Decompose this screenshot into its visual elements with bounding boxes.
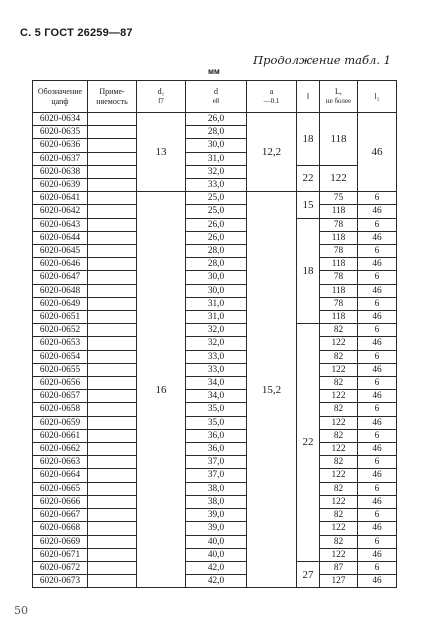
application-cell (88, 575, 137, 588)
L-cell: 75 (320, 192, 358, 205)
L-cell: 78 (320, 218, 358, 231)
d-cell: 28,0 (186, 258, 247, 271)
col-L-note: не более (325, 97, 352, 105)
d-cell: 42,0 (186, 575, 247, 588)
designation-cell: 6020-0652 (33, 324, 88, 337)
L-cell: 118 (320, 284, 358, 297)
table-row (33, 271, 397, 284)
L-cell: 118 (320, 258, 358, 271)
l2-cell: 46 (358, 575, 397, 588)
d-cell: 32,0 (186, 337, 247, 350)
l2-cell: 6 (358, 456, 397, 469)
l2-cell: 6 (358, 192, 397, 205)
d-cell: 40,0 (186, 548, 247, 561)
l-cell: 18 (297, 113, 320, 166)
L-cell: 122 (320, 495, 358, 508)
col-d1-symbol: d₁ (157, 86, 165, 96)
l2-cell: 6 (358, 377, 397, 390)
l2-cell: 46 (358, 416, 397, 429)
table-row (33, 548, 397, 561)
application-cell (88, 126, 137, 139)
d1-cell: 13 (137, 113, 186, 192)
application-cell (88, 561, 137, 574)
application-cell (88, 324, 137, 337)
designation-cell: 6020-0668 (33, 522, 88, 535)
d-cell: 38,0 (186, 482, 247, 495)
designation-cell: 6020-0669 (33, 535, 88, 548)
L-cell: 82 (320, 377, 358, 390)
L-cell: 122 (320, 416, 358, 429)
L-cell: 78 (320, 271, 358, 284)
designation-cell: 6020-0655 (33, 363, 88, 376)
col-application (88, 81, 137, 113)
col-l (297, 81, 320, 113)
designation-cell: 6020-0667 (33, 509, 88, 522)
col-d (186, 81, 247, 113)
designation-cell: 6020-0635 (33, 126, 88, 139)
l2-cell: 46 (358, 337, 397, 350)
L-cell: 122 (320, 363, 358, 376)
application-cell (88, 192, 137, 205)
designation-cell: 6020-0654 (33, 350, 88, 363)
l2-cell: 6 (358, 218, 397, 231)
application-cell (88, 509, 137, 522)
d-cell: 34,0 (186, 390, 247, 403)
table-row (33, 561, 397, 574)
unit-label: мм (208, 67, 220, 76)
designation-cell: 6020-0653 (33, 337, 88, 350)
application-cell (88, 205, 137, 218)
designation-cell: 6020-0656 (33, 377, 88, 390)
d-cell: 26,0 (186, 113, 247, 126)
d-cell: 31,0 (186, 311, 247, 324)
l-cell: 22 (297, 165, 320, 191)
designation-cell: 6020-0664 (33, 469, 88, 482)
d-cell: 32,0 (186, 324, 247, 337)
l2-cell: 6 (358, 535, 397, 548)
d-cell: 31,0 (186, 152, 247, 165)
table-row (33, 390, 397, 403)
d-cell: 39,0 (186, 509, 247, 522)
table-row (33, 456, 397, 469)
table-row (33, 535, 397, 548)
application-cell (88, 245, 137, 258)
col-l2 (358, 81, 397, 113)
application-cell (88, 482, 137, 495)
l2-cell: 6 (358, 271, 397, 284)
L-cell: 87 (320, 561, 358, 574)
l2-cell: 46 (358, 231, 397, 244)
designation-cell: 6020-0659 (33, 416, 88, 429)
d-cell: 37,0 (186, 456, 247, 469)
col-d1-tolerance: f7 (158, 97, 164, 105)
designation-cell: 6020-0658 (33, 403, 88, 416)
L-cell: 118 (320, 311, 358, 324)
l2-cell: 6 (358, 297, 397, 310)
application-cell (88, 522, 137, 535)
d-cell: 26,0 (186, 218, 247, 231)
l2-cell: 46 (358, 311, 397, 324)
l2-cell: 46 (358, 522, 397, 535)
designation-cell: 6020-0646 (33, 258, 88, 271)
designation-cell: 6020-0657 (33, 390, 88, 403)
designation-cell: 6020-0648 (33, 284, 88, 297)
l2-cell: 46 (358, 284, 397, 297)
L-cell: 78 (320, 297, 358, 310)
d-cell: 37,0 (186, 469, 247, 482)
L-cell: 82 (320, 535, 358, 548)
a-cell: 15,2 (247, 192, 297, 588)
application-cell (88, 311, 137, 324)
d-cell: 40,0 (186, 535, 247, 548)
l2-cell: 46 (358, 258, 397, 271)
table-row (33, 469, 397, 482)
table-row (33, 165, 397, 178)
d-cell: 26,0 (186, 231, 247, 244)
application-cell (88, 469, 137, 482)
d-cell: 25,0 (186, 205, 247, 218)
l-cell: 27 (297, 561, 320, 587)
application-cell (88, 179, 137, 192)
d-cell: 31,0 (186, 297, 247, 310)
d-cell: 30,0 (186, 139, 247, 152)
application-cell (88, 548, 137, 561)
l2-cell: 46 (358, 390, 397, 403)
application-cell (88, 113, 137, 126)
d-cell: 39,0 (186, 522, 247, 535)
designation-cell: 6020-0666 (33, 495, 88, 508)
designation-cell: 6020-0638 (33, 165, 88, 178)
application-cell (88, 258, 137, 271)
L-cell: 127 (320, 575, 358, 588)
L-cell: 118 (320, 231, 358, 244)
d-cell: 33,0 (186, 179, 247, 192)
l-cell: 22 (297, 324, 320, 562)
l2-cell: 6 (358, 324, 397, 337)
col-d1 (137, 81, 186, 113)
col-a-symbol: a (269, 86, 274, 96)
designation-cell: 6020-0672 (33, 561, 88, 574)
d-cell: 28,0 (186, 245, 247, 258)
d-cell: 42,0 (186, 561, 247, 574)
designation-cell: 6020-0639 (33, 179, 88, 192)
col-designation-label: Обозначение цапф (37, 87, 83, 106)
L-cell: 82 (320, 324, 358, 337)
l2-cell: 46 (358, 205, 397, 218)
L-cell: 122 (320, 390, 358, 403)
l2-cell: 46 (358, 548, 397, 561)
table-row (33, 258, 397, 271)
l2-cell: 46 (358, 469, 397, 482)
table-row (33, 522, 397, 535)
table-row (33, 350, 397, 363)
table-row (33, 575, 397, 588)
page-number: 50 (14, 604, 28, 617)
col-l-symbol: l (306, 91, 310, 101)
application-cell (88, 297, 137, 310)
designation-cell: 6020-0636 (33, 139, 88, 152)
application-cell (88, 443, 137, 456)
designation-cell: 6020-0671 (33, 548, 88, 561)
d-cell: 34,0 (186, 377, 247, 390)
L-cell: 118 (320, 205, 358, 218)
d-cell: 33,0 (186, 363, 247, 376)
application-cell (88, 218, 137, 231)
d-cell: 38,0 (186, 495, 247, 508)
table-row (33, 337, 397, 350)
table-row (33, 403, 397, 416)
specification-table (32, 80, 397, 588)
designation-cell: 6020-0662 (33, 443, 88, 456)
application-cell (88, 139, 137, 152)
designation-cell: 6020-0641 (33, 192, 88, 205)
L-cell: 82 (320, 350, 358, 363)
table-row (33, 192, 397, 205)
application-cell (88, 363, 137, 376)
table-row (33, 482, 397, 495)
L-cell: 82 (320, 429, 358, 442)
designation-cell: 6020-0649 (33, 297, 88, 310)
L-cell: 122 (320, 469, 358, 482)
application-cell (88, 495, 137, 508)
table-row (33, 205, 397, 218)
col-a (247, 81, 297, 113)
d-cell: 36,0 (186, 443, 247, 456)
designation-cell: 6020-0634 (33, 113, 88, 126)
l2-cell: 46 (358, 363, 397, 376)
table-row (33, 495, 397, 508)
designation-cell: 6020-0663 (33, 456, 88, 469)
col-designation (33, 81, 88, 113)
d1-cell: 16 (137, 192, 186, 588)
l2-cell: 6 (358, 403, 397, 416)
table-row (33, 324, 397, 337)
l2-cell: 6 (358, 482, 397, 495)
application-cell (88, 284, 137, 297)
l-cell: 15 (297, 192, 320, 218)
l2-cell: 46 (358, 443, 397, 456)
L-cell: 82 (320, 403, 358, 416)
L-cell: 118 (320, 113, 358, 166)
l2-cell: 46 (358, 113, 397, 192)
table-row (33, 416, 397, 429)
designation-cell: 6020-0637 (33, 152, 88, 165)
L-cell: 82 (320, 509, 358, 522)
a-cell: 12,2 (247, 113, 297, 192)
col-l2-symbol: l₂ (374, 91, 380, 101)
table-row (33, 429, 397, 442)
application-cell (88, 416, 137, 429)
L-cell: 82 (320, 482, 358, 495)
col-d-symbol: d (214, 86, 218, 96)
application-cell (88, 429, 137, 442)
application-cell (88, 535, 137, 548)
designation-cell: 6020-0645 (33, 245, 88, 258)
l2-cell: 46 (358, 495, 397, 508)
application-cell (88, 152, 137, 165)
table-row (33, 218, 397, 231)
l2-cell: 6 (358, 429, 397, 442)
application-cell (88, 165, 137, 178)
L-cell: 82 (320, 456, 358, 469)
application-cell (88, 350, 137, 363)
table-row (33, 297, 397, 310)
table-row (33, 443, 397, 456)
application-cell (88, 377, 137, 390)
designation-cell: 6020-0642 (33, 205, 88, 218)
application-cell (88, 337, 137, 350)
L-cell: 78 (320, 245, 358, 258)
application-cell (88, 231, 137, 244)
designation-cell: 6020-0644 (33, 231, 88, 244)
application-cell (88, 390, 137, 403)
L-cell: 122 (320, 548, 358, 561)
table-row (33, 113, 397, 126)
d-cell: 28,0 (186, 126, 247, 139)
l2-cell: 6 (358, 509, 397, 522)
d-cell: 30,0 (186, 271, 247, 284)
designation-cell: 6020-0665 (33, 482, 88, 495)
col-d-tolerance: e8 (212, 97, 220, 105)
designation-cell: 6020-0651 (33, 311, 88, 324)
table-row (33, 245, 397, 258)
designation-cell: 6020-0643 (33, 218, 88, 231)
col-application-label: Приме- няемость (96, 87, 128, 106)
L-cell: 122 (320, 522, 358, 535)
designation-cell: 6020-0647 (33, 271, 88, 284)
col-L-symbol: L, (335, 86, 342, 96)
table-row (33, 509, 397, 522)
table-row (33, 284, 397, 297)
l2-cell: 6 (358, 350, 397, 363)
d-cell: 30,0 (186, 284, 247, 297)
l2-cell: 6 (358, 561, 397, 574)
l2-cell: 6 (358, 245, 397, 258)
table-row (33, 231, 397, 244)
d-cell: 25,0 (186, 192, 247, 205)
designation-cell: 6020-0661 (33, 429, 88, 442)
header-row (33, 81, 397, 113)
d-cell: 33,0 (186, 350, 247, 363)
table-row (33, 363, 397, 376)
L-cell: 122 (320, 443, 358, 456)
table-continuation-note: Продолжение табл. 1 (253, 53, 391, 67)
L-cell: 122 (320, 165, 358, 191)
table-row (33, 311, 397, 324)
L-cell: 122 (320, 337, 358, 350)
designation-cell: 6020-0673 (33, 575, 88, 588)
application-cell (88, 456, 137, 469)
table-row (33, 377, 397, 390)
application-cell (88, 271, 137, 284)
document-header: С. 5 ГОСТ 26259—87 (20, 27, 133, 39)
d-cell: 32,0 (186, 165, 247, 178)
d-cell: 35,0 (186, 403, 247, 416)
d-cell: 36,0 (186, 429, 247, 442)
l-cell: 18 (297, 218, 320, 324)
d-cell: 35,0 (186, 416, 247, 429)
col-L (320, 81, 358, 113)
application-cell (88, 403, 137, 416)
col-a-tolerance: —0.1 (263, 97, 280, 105)
